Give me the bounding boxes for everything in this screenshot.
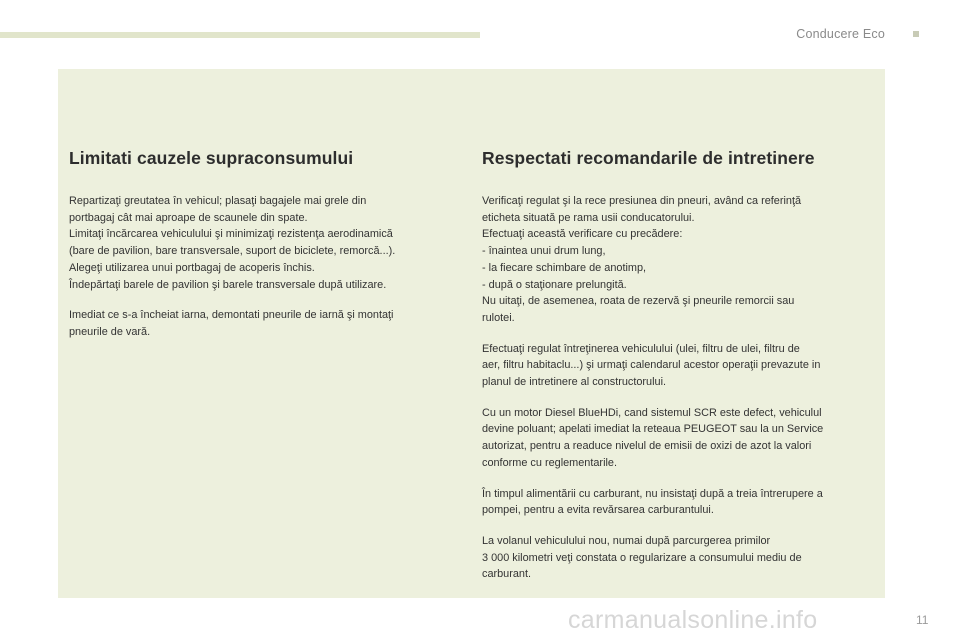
text-line: devine poluant; apelati imediat la reteaua PEUGEOT sau la un Service xyxy=(482,423,824,436)
text-line: 3 000 kilometri veţi constata o regularizare a consumului mediu de xyxy=(482,551,802,564)
text-line: Cu un motor Diesel BlueHDi, cand sistemul SCR este defect, vehiculul xyxy=(482,406,822,419)
text-line: Efectuaţi această verificare cu precădere: xyxy=(482,228,683,241)
header-accent-bar xyxy=(0,32,480,38)
text-line: Limitaţi încărcarea vehiculului şi minimizaţi rezistenţa aerodinamică xyxy=(69,228,393,241)
right-heading: Respectati recomandarile de intretinere xyxy=(482,148,815,168)
text-line: Nu uitaţi, de asemenea, roata de rezervă şi pneurile remorcii sau xyxy=(482,295,795,308)
text-line: rulotei. xyxy=(482,311,515,324)
text-line: pompei, pentru a evita revărsarea carburantului. xyxy=(482,504,714,517)
paragraph xyxy=(69,193,454,293)
text-line: pneurile de vară. xyxy=(69,325,151,338)
text-line: Efectuaţi regulat întreţinerea vehiculului (ulei, filtru de ulei, filtru de xyxy=(482,342,800,355)
text-line: - după o staţionare prelungită. xyxy=(482,278,627,291)
paragraph xyxy=(482,193,874,327)
paragraph xyxy=(69,307,454,340)
text-line: autorizat, pentru a readuce nivelul de emisii de oxizi de azot la valori xyxy=(482,440,812,453)
text-line: (bare de pavilion, bare transversale, suport de biciclete, remorcă...). xyxy=(69,245,396,258)
text-line: aer, filtru habitaclu...) şi urmaţi calendarul acestor operaţii prevazute in xyxy=(482,359,821,372)
paragraph xyxy=(482,405,874,472)
left-body xyxy=(69,193,454,355)
section-title: Conducere Eco xyxy=(796,27,885,41)
content-panel xyxy=(58,69,885,598)
text-line: - la fiecare schimbare de anotimp, xyxy=(482,261,647,274)
header-square-marker xyxy=(913,31,919,37)
text-line: conforme cu reglementarile. xyxy=(482,456,617,469)
paragraph xyxy=(482,533,874,583)
text-line: portbagaj cât mai aproape de scaunele din spate. xyxy=(69,211,308,224)
page-number: 11 xyxy=(916,613,929,627)
text-line: Repartizaţi greutatea în vehicul; plasaţi bagajele mai grele din xyxy=(69,195,367,207)
paragraph xyxy=(482,341,874,391)
text-line: Alegeţi utilizarea unui portbagaj de acoperis închis. xyxy=(69,261,315,274)
watermark-text: carmanualsonline.info xyxy=(568,606,818,634)
text-line: planul de intretinere al constructorului. xyxy=(482,376,667,389)
text-line: Verificaţi regulat şi la rece presiunea din pneuri, având ca referinţă xyxy=(482,195,802,207)
text-line: Îndepărtaţi barele de pavilion şi barele transversale după utilizare. xyxy=(69,278,387,291)
paragraph xyxy=(482,486,874,519)
text-line: În timpul alimentării cu carburant, nu insistaţi după a treia întrerupere a xyxy=(482,487,823,500)
text-line: Imediat ce s-a încheiat iarna, demontati pneurile de iarnă şi montaţi xyxy=(69,309,394,322)
left-heading: Limitati cauzele supraconsumului xyxy=(69,148,354,168)
text-line: eticheta situată pe rama usii conducatorului. xyxy=(482,211,695,224)
text-line: - înaintea unui drum lung, xyxy=(482,245,606,258)
text-line: La volanul vehiculului nou, numai după parcurgerea primilor xyxy=(482,534,771,547)
text-line: carburant. xyxy=(482,568,532,581)
right-body xyxy=(482,193,874,597)
